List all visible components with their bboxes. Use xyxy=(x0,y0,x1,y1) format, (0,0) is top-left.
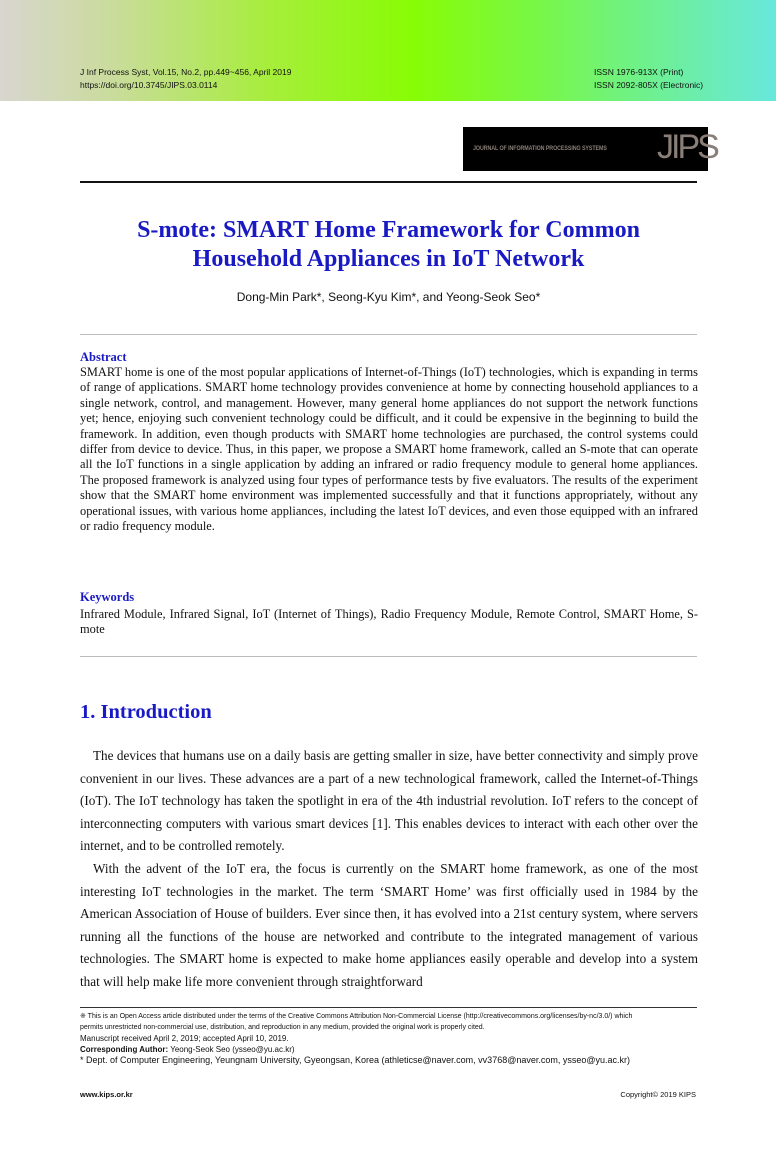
title-line: S-mote: SMART Home Framework for Common xyxy=(137,217,640,243)
keywords-text: Infrared Module, Infrared Signal, IoT (Internet of Things), Radio Frequency Module, Remote Control, SMART Home, S-mote xyxy=(80,607,698,637)
corresponding-value: Yeong-Seok Seo (ysseo@yu.ac.kr) xyxy=(168,1045,295,1054)
issn-block xyxy=(594,66,703,92)
journal-citation xyxy=(80,66,291,92)
divider xyxy=(80,334,697,335)
footer-website[interactable]: www.kips.or.kr xyxy=(80,1090,133,1099)
paragraph: With the advent of the IoT era, the focus is currently on the SMART home framework, as one of the most interesting IoT technologies in the market. The term ‘SMART Home’ was first officially used in 1984 by the American Association of House of builders. Ever since then, it has evolved into a 21st century system, where servers running all the functions of the house are networked and contribute to the integrated management of various technologies. The SMART home is expected to make home appliances easily operable and develop into a system that will help make life more convenient through straightforward xyxy=(80,860,698,989)
jips-logo xyxy=(463,127,717,171)
title-line: Household Appliances in IoT Network xyxy=(192,246,585,272)
paper-title xyxy=(80,216,697,274)
keywords-heading: Keywords xyxy=(80,590,135,604)
footer-copyright: Copyright© 2019 KIPS xyxy=(620,1090,696,1099)
footnotes xyxy=(80,1011,700,1066)
logo-mark: JIPS xyxy=(657,128,717,166)
authors: Dong-Min Park*, Seong-Kyu Kim*, and Yeong-Seok Seo* xyxy=(236,290,541,304)
logo-text: JOURNAL OF INFORMATION PROCESSING SYSTEMS xyxy=(473,145,607,152)
license-note: permits unrestricted non-commercial use, distribution, and reproduction in any medium, provided the original work is properly cited. xyxy=(80,1024,485,1031)
issn-electronic: ISSN 2092-805X (Electronic) xyxy=(594,80,704,90)
affiliation-note: * Dept. of Computer Engineering, Yeungnam University, Gyeongsan, Korea (athleticse@naver.com, vv3768@naver.com, ysseo@yu.ac.kr) xyxy=(80,1055,631,1065)
introduction-body xyxy=(80,745,698,994)
doi-link[interactable]: https://doi.org/10.3745/JIPS.03.0114 xyxy=(80,80,218,90)
abstract-heading: Abstract xyxy=(80,350,127,364)
corresponding-label: Corresponding Author: xyxy=(80,1045,169,1054)
section-heading-introduction: 1. Introduction xyxy=(80,701,212,723)
divider xyxy=(80,656,697,657)
abstract-text: SMART home is one of the most popular applications of Internet-of-Things (IoT) technologies, which is expanding in terms of range of applications. SMART home technology provides convenience at home by connecting household appliances to a single network, control, and management. However, many general home appliances do not support the network functions yet; hence, enjoying such convenient technology could be difficult, and it could be expensive in the beginning to build the framework. In addition, even though products with SMART home technologies are purchased, the control systems could differ from device to device. Thus, in this paper, we propose a SMART home framework, called an S-mote that can operate all the IoT functions in a single application by adding an infrared or radio frequency module to general home appliances. The proposed framework is analyzed using four types of performance tests by five evaluators. The results of the experiment show that the SMART home environment was implemented successfully and that it functions appropriately, without any operational issues, with various home appliances, including the latest IoT devices, and even those equipped with an infrared or radio frequency module. xyxy=(80,365,698,534)
footnote-rule xyxy=(80,1007,697,1008)
paragraph: The devices that humans use on a daily basis are getting smaller in size, have better connectivity and simply prove convenient in our lives. These advances are a part of a new technological framework, called the Internet-of-Things (IoT). The IoT technology has taken the spotlight in era of the 4th industrial revolution. IoT refers to the concept of interconnecting computers with various smart devices [1]. This enables devices to interact with each other over the internet, and to be controlled remotely. xyxy=(80,748,698,854)
issn-print: ISSN 1976-913X (Print) xyxy=(594,67,684,77)
license-note: ※ This is an Open Access article distributed under the terms of the Creative Commons Attribution Non-Commercial License (http://creativecommons.org/licenses/by-nc/3.0/) which xyxy=(80,1013,633,1020)
title-rule xyxy=(80,181,697,183)
citation-text: J Inf Process Syst, Vol.15, No.2, pp.449~456, April 2019 xyxy=(80,67,292,77)
corresponding-author xyxy=(80,1044,700,1055)
received-note: Manuscript received April 2, 2019; accepted April 10, 2019. xyxy=(80,1034,289,1043)
